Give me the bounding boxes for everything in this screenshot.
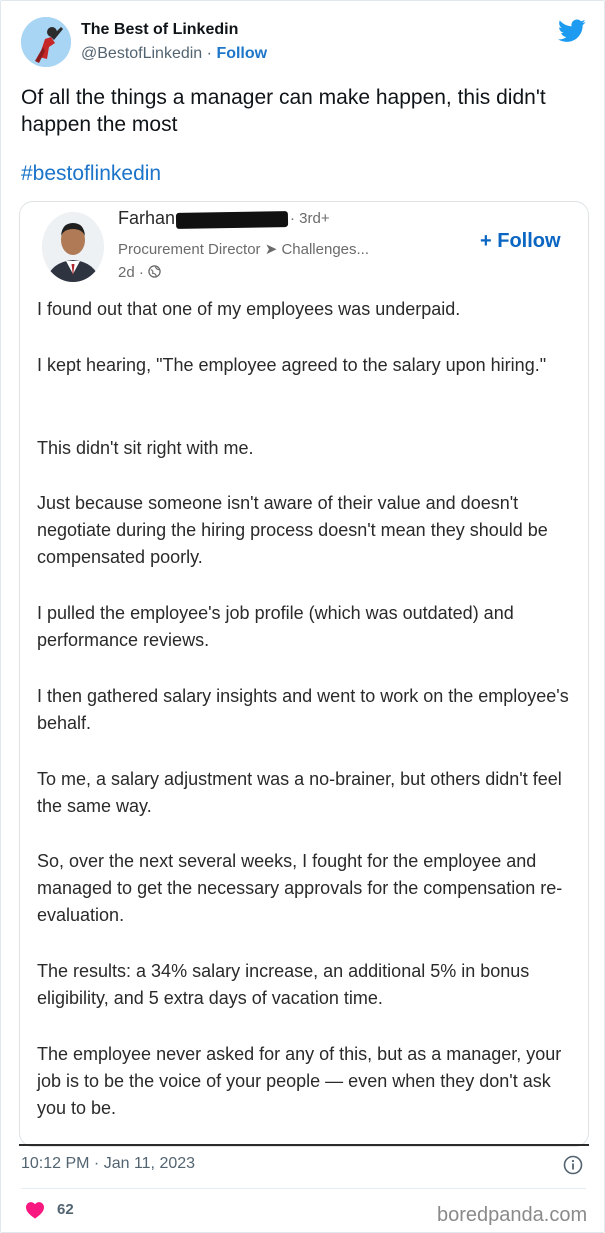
connection-degree: · 3rd+ [290,210,330,227]
redaction-bar [176,211,288,229]
author-handle-line [81,45,267,63]
handle-separator: · [206,45,212,62]
post-paragraph: The employee never asked for any of this, but as a manager, your job is to be the voice of your people — even when they don't ask you to be. [37,1044,562,1118]
post-paragraph: I pulled the employee's job profile (which was outdated) and performance reviews. [37,603,514,650]
twitter-bird-icon[interactable] [558,19,586,43]
boredpanda-watermark: boredpanda.com [437,1204,588,1226]
follow-link[interactable]: Follow [216,45,268,62]
post-paragraph: So, over the next several weeks, I fought for the employee and managed to get the necessary approvals for the compensation re-evaluation. [37,851,563,925]
post-paragraph: I found out that one of my employees was underpaid. [37,299,461,319]
info-icon[interactable] [563,1155,583,1175]
author-display-name[interactable]: The Best of Linkedin [81,21,239,38]
person-portrait-icon [42,212,104,282]
superhero-avatar-icon [21,17,71,67]
tweet-text: Of all the things a manager can make happen, this didn't happen the most [21,86,546,136]
post-time [118,264,161,281]
author-avatar[interactable] [21,17,71,67]
linkedin-author-headline: Procurement Director ➤ Challenges... [118,241,370,258]
heart-icon[interactable] [25,1201,45,1219]
linkedin-author-name[interactable]: Farhan [118,208,176,228]
embed-bottom-border [19,1144,589,1146]
embedded-linkedin-post-image[interactable] [19,201,589,1147]
post-age: 2d · [118,264,144,281]
post-paragraph: The results: a 34% salary increase, an additional 5% in bonus eligibility, and 5 extra days of vacation time. [37,961,530,1008]
post-paragraph: This didn't sit right with me. [37,438,254,458]
footer-divider [21,1188,586,1189]
post-paragraph: To me, a salary adjustment was a no-brainer, but others didn't feel the same way. [37,769,562,816]
post-paragraph: I then gathered salary insights and went to work on the employee's behalf. [37,686,569,733]
like-count[interactable]: 62 [57,1201,74,1218]
globe-icon [148,265,161,278]
post-paragraph: I kept hearing, "The employee agreed to the salary upon hiring." [37,355,547,375]
tweet-timestamp[interactable]: 10:12 PM · Jan 11, 2023 [21,1155,196,1172]
linkedin-author-avatar [42,212,104,282]
author-handle[interactable]: @BestofLinkedin [81,45,203,62]
post-paragraph: Just because someone isn't aware of their value and doesn't negotiate during the hiring process doesn't mean they should be compensated poorly. [37,493,548,567]
linkedin-follow-button[interactable]: + Follow [480,230,561,252]
hashtag-link[interactable]: #bestoflinkedin [21,162,162,185]
